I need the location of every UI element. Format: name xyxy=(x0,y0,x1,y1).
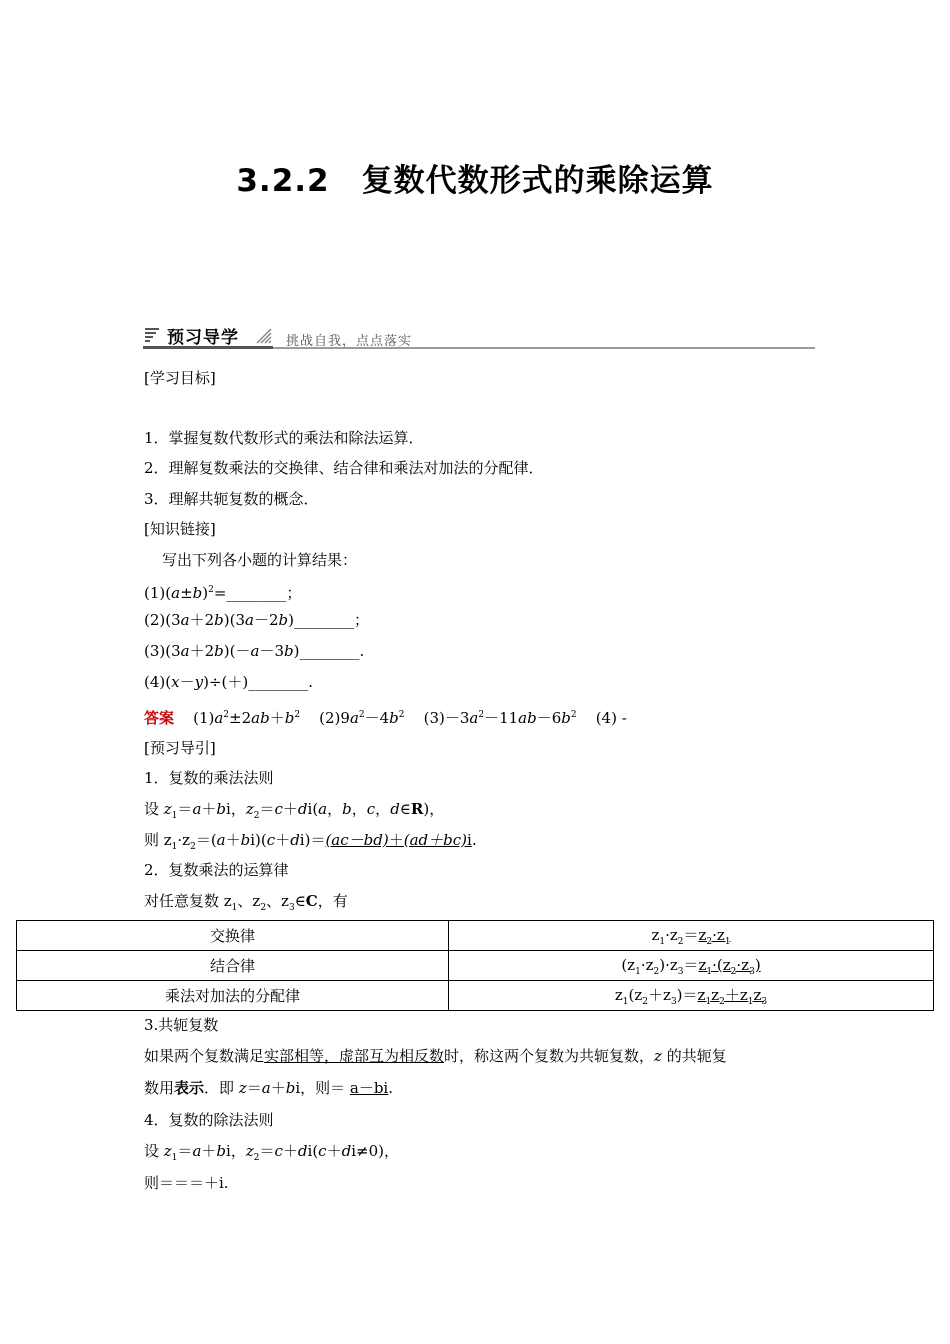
section-header xyxy=(143,322,815,352)
exercise-2: (2)(3a＋2b)(3a－2b)________； xyxy=(144,611,369,629)
laws-title: 2．复数乘法的运算律 xyxy=(144,861,289,879)
law-name-commutative: 交换律 xyxy=(17,921,449,951)
mul-result: 则 $z_1\cdot z_2=(a+bi)(c+di)=(ac-bd)+(ad+bc)i$. xyxy=(144,831,477,852)
page-title: 3.2.2 复数代数形式的乘除运算 xyxy=(236,163,714,199)
law-name-associative: 结合律 xyxy=(17,951,449,981)
exercise-4: (4)(x－y)÷(＋)________. xyxy=(144,673,313,691)
section-label-goals: [学习目标] xyxy=(144,369,216,387)
mul-definition: 设 $z_1=a+bi$，$z_2=c+di(a$，b，c，d∈R)， xyxy=(144,800,445,821)
header-rule-accent xyxy=(143,346,273,349)
stripes-icon xyxy=(145,328,159,342)
mul-title: 1．复数的乘法法则 xyxy=(144,769,274,787)
section-label-guide: [预习导引] xyxy=(144,739,216,757)
exercise-1: $(1)(a\pm b)^2=\_\_\_\_\_\_\_\_$； xyxy=(144,584,302,602)
table-row xyxy=(17,981,934,1011)
triangle-stripes-icon xyxy=(255,328,273,344)
section-label-links: [知识链接] xyxy=(144,520,216,538)
answer-label: 答案 xyxy=(144,709,175,727)
section-header-title: 预习导学 xyxy=(167,328,239,348)
links-intro: 写出下列各小题的计算结果： xyxy=(162,551,358,569)
conj-title: 3.共轭复数 xyxy=(144,1016,219,1034)
law-formula-distributive: $z_1(z_2+z_3)=z_1z_2+z_1z_3$ xyxy=(449,981,934,1011)
conj-definition-2: 数用表示．即 z＝a＋bi，则＝ a－bi. xyxy=(144,1079,394,1097)
goal-item-2: 2．理解复数乘法的交换律、结合律和乘法对加法的分配律． xyxy=(144,459,544,477)
laws-intro: 对任意复数 $z_1$、$z_2$、$z_3\in C$，有 xyxy=(144,892,348,913)
section-header-subtitle: 挑战自我，点点落实 xyxy=(286,334,413,349)
goal-item-3: 3．理解共轭复数的概念． xyxy=(144,490,319,508)
laws-table xyxy=(16,920,934,1011)
goal-item-1: 1．掌握复数代数形式的乘法和除法运算． xyxy=(144,429,424,447)
exercise-3: (3)(3a＋2b)(－a－3b)________. xyxy=(144,642,365,660)
div-title: 4．复数的除法法则 xyxy=(144,1111,274,1129)
table-row xyxy=(17,951,934,981)
div-result: 则＝＝＝＋i. xyxy=(144,1174,229,1192)
conj-definition-1: 如果两个复数满足实部相等，虚部互为相反数时，称这两个复数为共轭复数，z 的共轭复 xyxy=(144,1047,727,1065)
law-formula-associative: $(z_1\cdot z_2)\cdot z_3=z_1\cdot(z_2\cdot z_3)$ xyxy=(449,951,934,981)
law-formula-commutative: $z_1\cdot z_2=z_2\cdot z_1$ xyxy=(449,921,934,951)
table-row xyxy=(17,921,934,951)
answer-line: 答案 $(1)a^2\pm 2ab+b^2$ $(2)9a^2-4b^2$ $(3)-3a^2-11ab-6b^2$ (4) - xyxy=(144,709,627,727)
div-definition: 设 $z_1=a+bi$，$z_2=c+di(c+di\ne 0)$， xyxy=(144,1142,399,1163)
law-name-distributive: 乘法对加法的分配律 xyxy=(17,981,449,1011)
